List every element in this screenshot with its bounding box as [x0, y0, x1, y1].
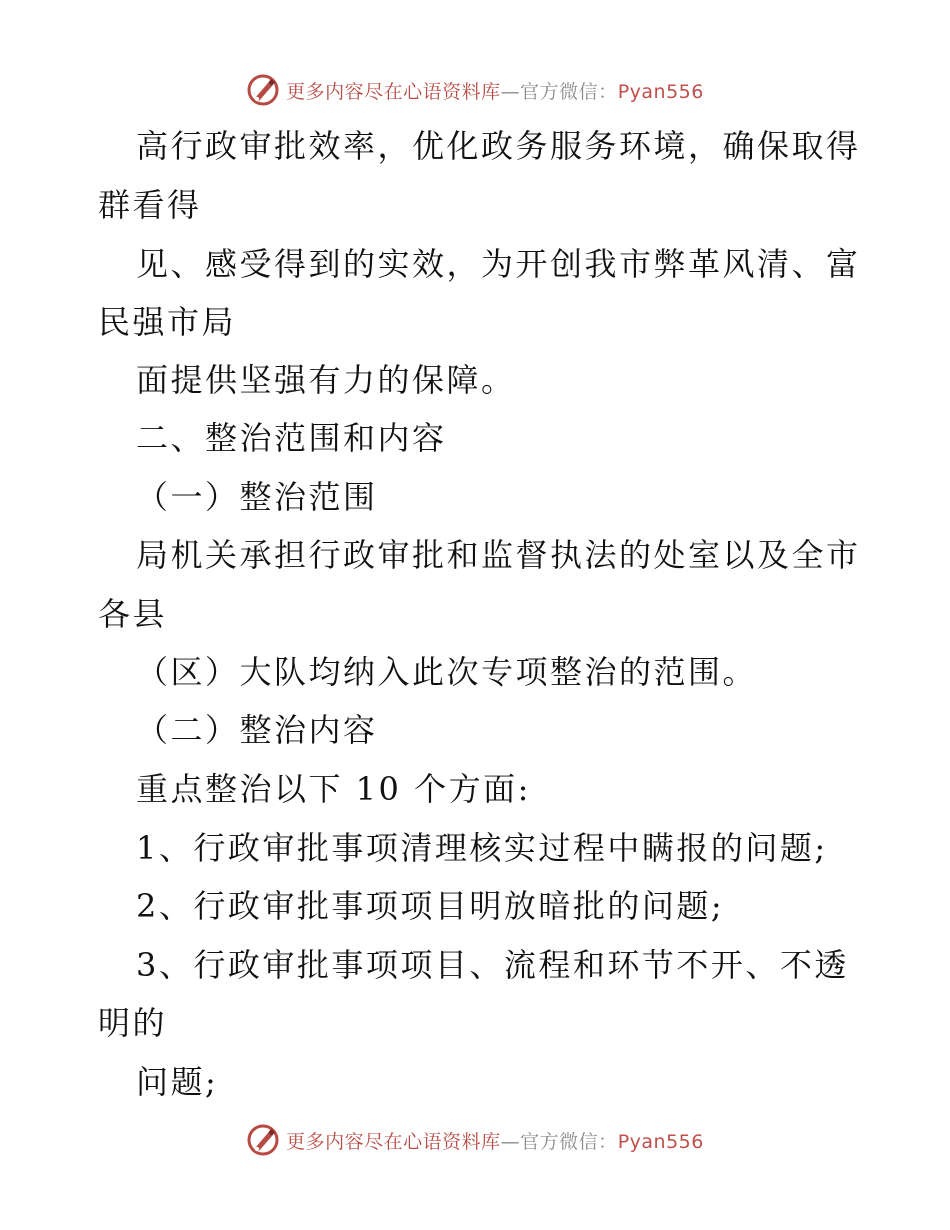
watermark-footer: [0, 1120, 950, 1160]
list-item: 3、行政审批事项项目、流程和环节不开、不透: [136, 946, 849, 984]
watermark-text: [286, 1127, 704, 1154]
watermark-main: 更多内容尽在心语资料库: [286, 80, 501, 103]
text-line: 明的: [98, 1004, 168, 1042]
text-line: 面提供坚强有力的保障。: [136, 361, 516, 399]
watermark-wechat-label: 官方微信：: [520, 1130, 618, 1153]
subsection-heading: （一）整治范围: [136, 478, 378, 516]
watermark-separator: —: [500, 80, 521, 103]
watermark-wechat-id: Pyan556: [617, 1130, 704, 1153]
section-heading: 二、整治范围和内容: [136, 419, 447, 457]
watermark-separator: —: [500, 1130, 521, 1153]
text-line: 见、感受得到的实效，为开创我市弊革风清、富: [136, 245, 861, 283]
watermark-wechat-label: 官方微信：: [520, 80, 618, 103]
text-line: 民强市局: [98, 303, 237, 341]
pen-logo-icon: [246, 73, 280, 107]
watermark-header: [0, 70, 950, 110]
text-line: 群看得: [98, 186, 202, 224]
text-line: 局机关承担行政审批和监督执法的处室以及全市: [136, 536, 861, 574]
watermark-text: [286, 77, 704, 104]
watermark-wechat-id: Pyan556: [617, 80, 704, 103]
watermark-main: 更多内容尽在心语资料库: [286, 1130, 501, 1153]
text-line: 问题;: [136, 1063, 219, 1101]
text-line: 重点整治以下 10 个方面:: [136, 770, 531, 808]
text-line: 各县: [98, 595, 168, 633]
subsection-heading: （二）整治内容: [136, 711, 378, 749]
list-item: 1、行政审批事项清理核实过程中瞒报的问题;: [136, 829, 828, 867]
list-item: 2、行政审批事项项目明放暗批的问题;: [136, 887, 725, 925]
text-line: （区）大队均纳入此次专项整治的范围。: [136, 653, 758, 691]
pen-logo-icon: [246, 1123, 280, 1157]
text-line: 高行政审批效率，优化政务服务环境，确保取得: [136, 127, 861, 165]
